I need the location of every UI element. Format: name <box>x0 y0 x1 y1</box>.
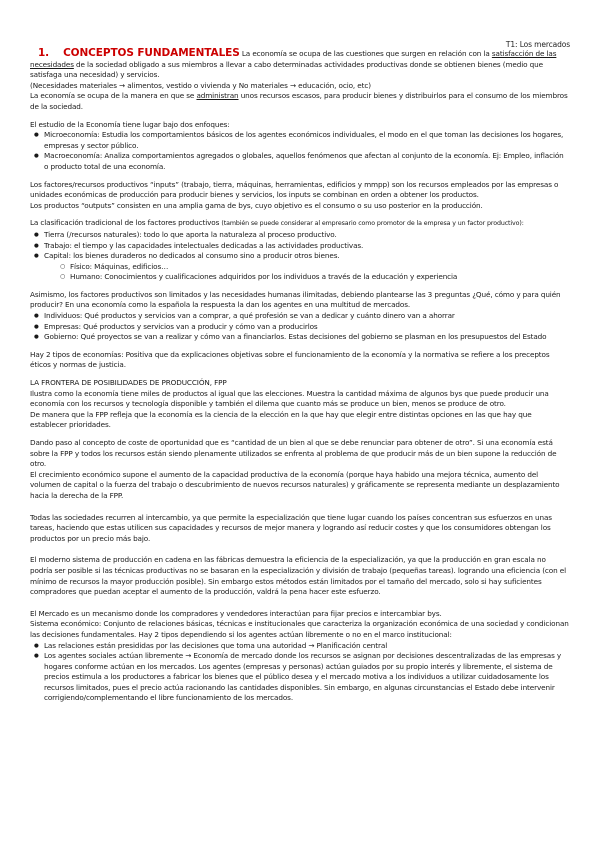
factores-list <box>30 230 570 283</box>
paragraph-inputs: Los factores/recursos productivos “inputs” (trabajo, tierra, máquinas, herramientas, edificios y mmpp) son los recursos empleados por las empresas o unidades económicas de producción para producir bienes y servicios, los inputs se combinan en orden a obtener los productos. <box>30 179 559 200</box>
list-item: ● Los agentes sociales actúan libremente → Economía de mercado donde los recursos se asignan por decisiones descentralizadas de las empresas y hogares conforme actúan en los mercados. Los agentes (empresas y personas) actúan guiados por su propio interés y libremente, el sistema de precios estimula a los productores a fabricar los bienes que el público desea y el mercado motiva a los individuos a utilizar cuidadosamente los recursos limitados, pues el precio actúa racionando las cantidades disponibles. Sin embargo, en algunas circunstancias el Estado debe intervenir corrigiendo/complementando el libre funcionamiento de los mercados. <box>30 651 570 704</box>
list-item: ● Macroeconomía: Analiza comportamientos agregados o globales, aquellos fenómenos que afectan al conjunto de la economía. Ej: Empleo, inflación o producto total de una economía. <box>30 151 570 172</box>
list-item: ● Individuos: Qué productos y servicios van a comprar, a qué profesión se van a dedicar y cuánto dinero van a ahorrar <box>30 311 570 322</box>
agentes-list <box>30 311 570 343</box>
enfoques-list <box>30 130 570 172</box>
paragraph-sistema: Sistema económico: Conjunto de relaciones básicas, técnicas e institucionales que caracteriza la organización económica de una sociedad y condicionan las decisiones fundamentales. Hay 2 tipos dependiendo si los agentes actúan libremente o no en el marco institucional: <box>30 619 569 639</box>
administra-post: unos recursos escasos, para producir bienes y distribuirlos para el consumo de los miembros de la sociedad. <box>30 91 568 111</box>
list-subitem: ○ Humano: Conocimientos y cualificaciones adquiridos por los individuos a través de la educación y experiencia <box>30 272 570 283</box>
clasificacion-note: (también se puede considerar al empresario como promotor de la empresa y un factor productivo): <box>221 220 524 228</box>
paragraph-mercado: El Mercado es un mecanismo donde los compradores y vendedores interactúan para fijar precios e intercambiar bys. <box>30 608 442 618</box>
paragraph-cadena: El moderno sistema de producción en cadena en las fábricas demuestra la eficiencia de la especialización, ya que la producción en gran escala no podría ser posible si las técnicas productivas no se basaran en la especialización y división de trabajo (pequeñas tareas). logrando una eficiencia (con el mínimo de recursos la mayor producción posible). Sin embargo estos métodos están limitados por el tamaño del mercado, solo si hay suficientes compradores que puedan aceptar el aumento de la producción, valdrá la pena hacer este esfuerzo. <box>30 555 566 597</box>
paragraph-fpp-2: De manera que la FPP refleja que la economía es la ciencia de la elección en la que hay que elegir entre distintas opciones en las que hay que establecer prioridades. <box>30 409 532 430</box>
running-header: T1: Los mercados <box>505 40 570 49</box>
administra-underline: administran <box>196 91 239 101</box>
sistemas-list <box>30 641 570 705</box>
paragraph-necesidades: (Necesidades materiales → alimentos, vestido o vivienda y No materiales → educación, ocio, etc) <box>30 80 371 90</box>
list-item: ● Empresas: Qué productos y servicios van a producir y cómo van a producirlos <box>30 322 570 333</box>
clasificacion-text: La clasificación tradicional de los factores productivos <box>30 218 220 228</box>
paragraph-administra <box>30 91 570 112</box>
paragraph-outputs: Los productos “outputs” consisten en una amplia gama de bys, cuyo objetivo es el consumo o su uso posterior en la producción. <box>30 200 483 210</box>
intro-text-cont: de la sociedad obligado a sus miembros a llevar a cabo determinadas actividades productivas donde se obtienen bienes (medio que satisfaga una necesidad) y servicios. <box>30 59 543 80</box>
list-item: ● Microeconomía: Estudia los comportamientos básicos de los agentes económicos individuales, el modo en el que toman las decisiones los hogares, empresas y sector público. <box>30 130 570 151</box>
paragraph-enfoques: El estudio de la Economía tiene lugar bajo dos enfoques: <box>30 119 230 129</box>
paragraph-preguntas: Asimismo, los factores productivos son limitados y las necesidades humanas ilimitadas, debiendo plantearse las 3 preguntas ¿Qué, cómo y para quién producir? En una economía como la española la respuesta la dan los agentes en una multitud de mercados. <box>30 289 561 310</box>
paragraph-especializacion: Todas las sociedades recurren al intercambio, ya que permite la especialización que tiene lugar cuando los países concentran sus esfuerzos en unas tareas, haciendo que estas utilicen sus capacidades y recursos de mejor manera y logrando así reducir costes y que los consumidores obtengan los productos por un precio más bajo. <box>30 512 552 543</box>
list-item: ● Las relaciones están presididas por las decisiones que toma una autoridad → Planificación central <box>30 641 570 652</box>
paragraph-fpp-1: Ilustra como la economía tiene miles de productos al igual que las elecciones. Muestra la cantidad máxima de algunos bys que puede producir una economía con los recursos y tecnología disponible y también el dilema que cuanto más se produce un bien, menos se produce de otro. <box>30 388 549 409</box>
paragraph-tipos: Hay 2 tipos de economías: Positiva que da explicaciones objetivas sobre el funcionamiento de la economía y la normativa se refiere a los preceptos éticos y normas de justicia. <box>30 349 550 370</box>
intro-text: La economía se ocupa de las cuestiones que surgen en relación con la <box>241 49 490 58</box>
paragraph-clasificacion <box>30 218 570 230</box>
list-item: ● Gobierno: Qué proyectos se van a realizar y cómo van a financiarlos. Estas decisiones del gobierno se plasman en los presupuestos del Estado <box>30 332 570 343</box>
intro-underline: satisfacción de las necesidades <box>30 49 557 69</box>
list-subitem: ○ Físico: Máquinas, edificios… <box>30 262 570 273</box>
paragraph-fpp-4: El crecimiento económico supone el aumento de la capacidad productiva de la economía (porque haya habido una mejora técnica, aumento del volumen de capital o la fuerza del trabajo o descubrimiento de nuevos recursos naturales) y gráficamente se representa mediante un desplazamiento hacia la derecha de la FPP. <box>30 469 560 500</box>
section-title: CONCEPTOS FUNDAMENTALES <box>63 47 240 59</box>
administra-pre: La economía se ocupa de la manera en que se <box>30 91 195 101</box>
list-item: ● Tierra (/recursos naturales): todo lo que aporta la naturaleza al proceso productivo. <box>30 230 570 241</box>
list-item: ● Trabajo: el tiempo y las capacidades intelectuales dedicadas a las actividades productivas. <box>30 241 570 252</box>
section-number: 1. <box>38 47 50 59</box>
paragraph-fpp-3: Dando paso al concepto de coste de oportunidad que es “cantidad de un bien al que se debe renunciar para obtener de otro”. Si una economía está sobre la FPP y todos los recursos están siendo plenamente utilizados se enfrenta al problema de que producir más de un bien supone la reducción de otro. <box>30 438 557 469</box>
section-intro <box>30 48 570 81</box>
list-item: ● Capital: los bienes duraderos no dedicados al consumo sino a producir otros bienes. <box>30 251 570 262</box>
fpp-heading: LA FRONTERA DE POSIBILIDADES DE PRODUCCIÓN, FPP <box>30 378 227 388</box>
